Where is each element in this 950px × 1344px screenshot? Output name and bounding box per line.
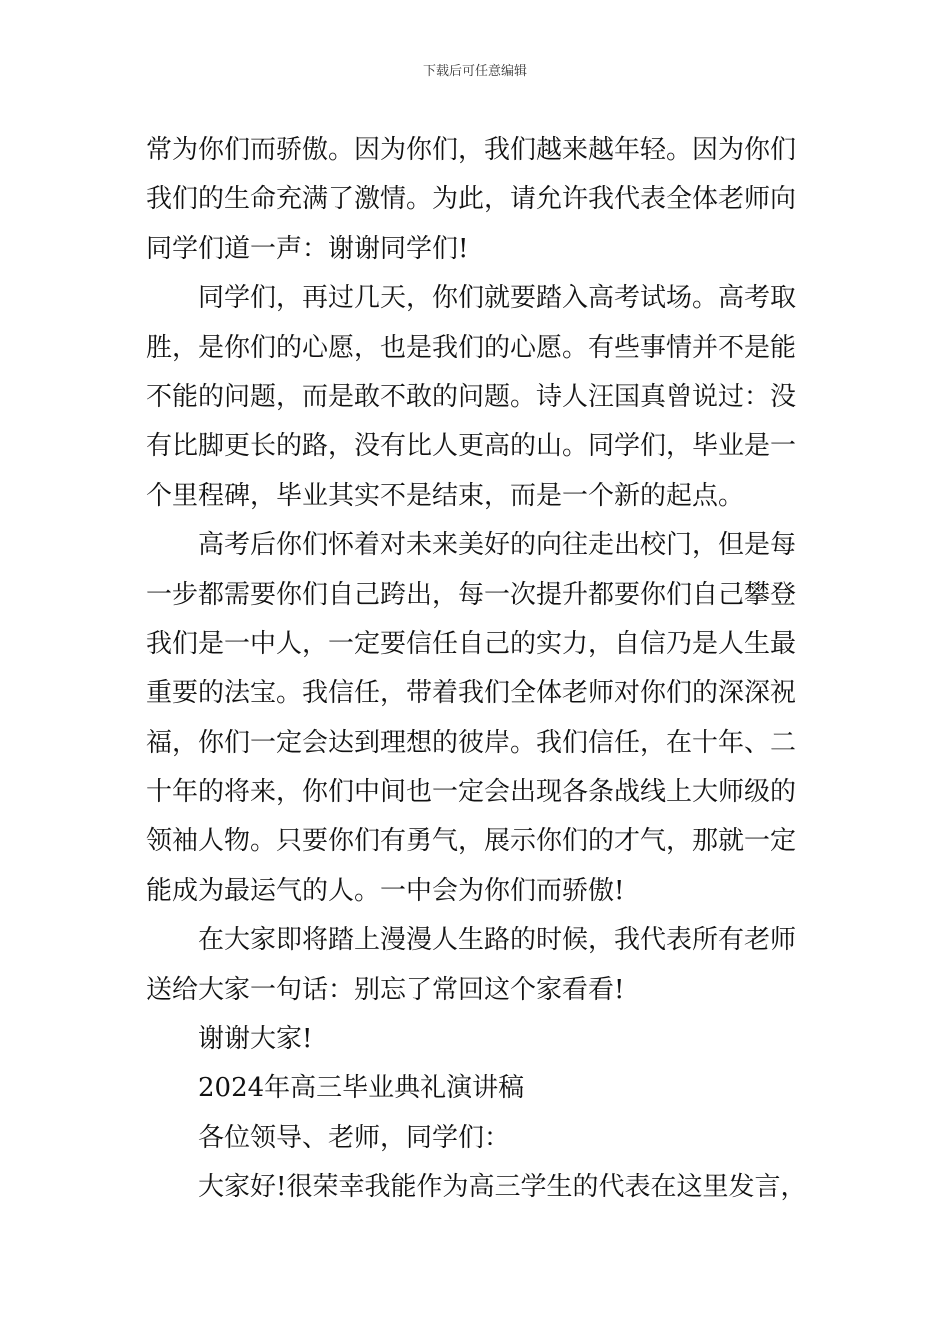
document-body (146, 126, 816, 1213)
text-line: 不能的问题，而是敢不敢的问题。诗人汪国真曾说过：没 (146, 381, 797, 412)
text-line: 个里程碑，毕业其实不是结束，而是一个新的起点。 (146, 480, 745, 511)
page-header-note: 下载后可任意编辑 (422, 64, 527, 79)
text-line: 我们的生命充满了激情。为此，请允许我代表全体老师向 (146, 184, 797, 215)
text-line: 在大家即将踏上漫漫人生路的时候，我代表所有老师 (198, 925, 797, 956)
text-line: 送给大家一句话：别忘了常回这个家看看! (146, 974, 625, 1005)
text-line: 福，你们一定会达到理想的彼岸。我们信任，在十年、二 (146, 727, 797, 758)
text-line: 十年的将来，你们中间也一定会出现各条战线上大师级的 (146, 777, 797, 808)
text-line: 高考后你们怀着对未来美好的向往走出校门，但是每 (198, 530, 797, 561)
text-line: 领袖人物。只要你们有勇气，展示你们的才气，那就一定 (146, 826, 797, 857)
text-line: 我们是一中人，一定要信任自己的实力，自信乃是人生最 (146, 628, 797, 659)
text-line: 能成为最运气的人。一中会为你们而骄傲! (146, 875, 625, 906)
text-line: 常为你们而骄傲。因为你们，我们越来越年轻。因为你们 (146, 135, 797, 165)
text-line: 谢谢大家! (198, 1024, 313, 1055)
text-line: 胜，是你们的心愿，也是我们的心愿。有些事情并不是能 (146, 332, 797, 363)
text-line: 一步都需要你们自己跨出，每一次提升都要你们自己攀登 (146, 579, 797, 610)
text-line: 同学们道一声：谢谢同学们! (146, 233, 469, 264)
text-line: 有比脚更长的路，没有比人更高的山。同学们，毕业是一 (146, 431, 797, 462)
text-line: 同学们，再过几天，你们就要踏入高考试场。高考取 (198, 283, 797, 314)
text-line: 各位领导、老师，同学们： (198, 1122, 511, 1153)
text-line: 大家好!很荣幸我能作为高三学生的代表在这里发言， (198, 1172, 807, 1203)
text-line: 重要的法宝。我信任，带着我们全体老师对你们的深深祝 (146, 678, 797, 709)
text-line: 2024年高三毕业典礼演讲稿 (198, 1073, 525, 1104)
